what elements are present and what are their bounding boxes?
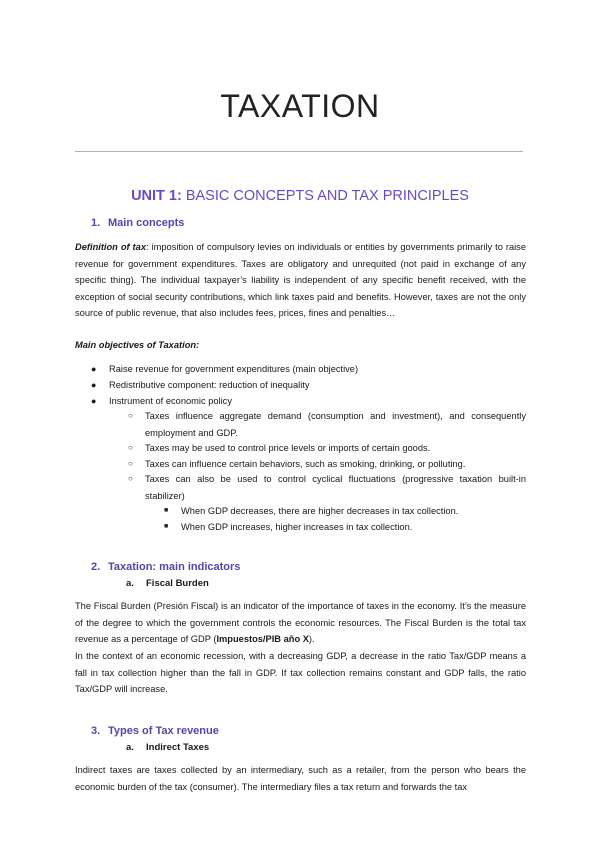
fiscal-burden-paragraph: [75, 598, 526, 648]
list-item-text: Taxes can also be used to control cyclical fluctuations (progressive taxation built-in stabilizer): [145, 474, 526, 501]
list-item-text: When GDP increases, higher increases in tax collection.: [181, 522, 413, 532]
subsection-title: Fiscal Burden: [146, 578, 209, 589]
list-item: [164, 519, 526, 536]
list-item-text: Instrument of economic policy: [109, 396, 232, 406]
bullet-icon: ●: [91, 396, 97, 406]
list-item: [128, 440, 526, 457]
definition-text: : imposition of compulsory levies on individuals or entities by governments primarily to raise revenue for government expenditures. Taxes are obligatory and unrequited (not paid in exchange of any specific thing). The individual taxpayer’s liability is independent of any specific benefit received, with the exception of social security contributions, which link taxes paid and benefits. However, taxes are not the only source of public revenue, that also includes fees, prices, fines and penalties…: [75, 242, 526, 318]
section-number: 3.: [91, 725, 101, 737]
section-heading-main-concepts: [91, 217, 184, 229]
circle-bullet-icon: ○: [128, 443, 133, 452]
fiscal-burden-formula: Impuestos/PIB año X: [216, 634, 309, 644]
section-title: Taxation: main indicators: [108, 561, 241, 573]
definition-term: Definition of tax: [75, 242, 146, 252]
list-item-text: Taxes influence aggregate demand (consumption and investment), and consequently employment and GDP.: [145, 411, 526, 438]
subsection-number: a.: [126, 578, 134, 589]
unit-title: BASIC CONCEPTS AND TAX PRINCIPLES: [185, 188, 469, 204]
list-item-text: Taxes may be used to control price levels or imports of certain goods.: [145, 443, 431, 453]
list-item: [164, 503, 526, 520]
indirect-taxes-paragraph: Indirect taxes are taxes collected by an intermediary, such as a retailer, from the person who bears the economic burden of the tax (consumer). The intermediary files a tax return and forwards the tax: [75, 765, 526, 792]
bullet-icon: ●: [91, 364, 97, 374]
circle-bullet-icon: ○: [128, 411, 133, 420]
section-number: 2.: [91, 561, 101, 573]
fiscal-burden-text: The Fiscal Burden (Presión Fiscal) is an indicator of the importance of taxes in the economy. It’s the measure of the degree to which the government controls the economic resources. The Fiscal Burden is the total tax revenue as a percentage of GDP (: [75, 601, 526, 644]
square-bullet-icon: ■: [164, 523, 169, 530]
definition-paragraph: [75, 239, 526, 322]
unit-label: UNIT 1:: [131, 188, 182, 204]
document-title: TAXATION: [220, 88, 380, 124]
section-heading-tax-revenue-types: [91, 725, 219, 737]
unit-heading: [0, 188, 600, 204]
circle-bullet-icon: ○: [128, 459, 133, 468]
square-bullet-icon: ■: [164, 507, 169, 514]
section-title: Types of Tax revenue: [108, 725, 219, 737]
list-item-text: Raise revenue for government expenditures (main objective): [109, 364, 359, 374]
circle-bullet-icon: ○: [128, 474, 133, 483]
list-item: [91, 377, 526, 394]
list-item-text: When GDP decreases, there are higher decreases in tax collection.: [181, 506, 459, 516]
subsection-heading-fiscal-burden: [126, 578, 209, 589]
section-title: Main concepts: [108, 217, 185, 229]
list-item: [91, 361, 526, 378]
subsection-heading-indirect-taxes: [126, 742, 209, 753]
list-item-text: Redistributive component: reduction of inequality: [109, 380, 310, 390]
section-number: 1.: [91, 217, 101, 229]
fiscal-burden-end: ).: [308, 634, 315, 644]
title-divider: [75, 151, 523, 152]
bullet-icon: ●: [91, 380, 97, 390]
list-item-text: Taxes can influence certain behaviors, such as smoking, drinking, or polluting.: [145, 459, 466, 469]
recession-paragraph: In the context of an economic recession, with a decreasing GDP, a decrease in the ratio Tax/GDP means a fall in tax collection higher than the fall in GDP. If tax collection remains constant and GDP falls, the ratio Tax/GDP will increase.: [75, 651, 526, 694]
list-item: [128, 408, 526, 441]
objectives-title: Main objectives of Taxation:: [75, 340, 200, 350]
list-item: [128, 471, 526, 504]
subsection-title: Indirect Taxes: [146, 742, 210, 753]
section-heading-taxation-indicators: [91, 561, 240, 573]
subsection-number: a.: [126, 742, 134, 753]
